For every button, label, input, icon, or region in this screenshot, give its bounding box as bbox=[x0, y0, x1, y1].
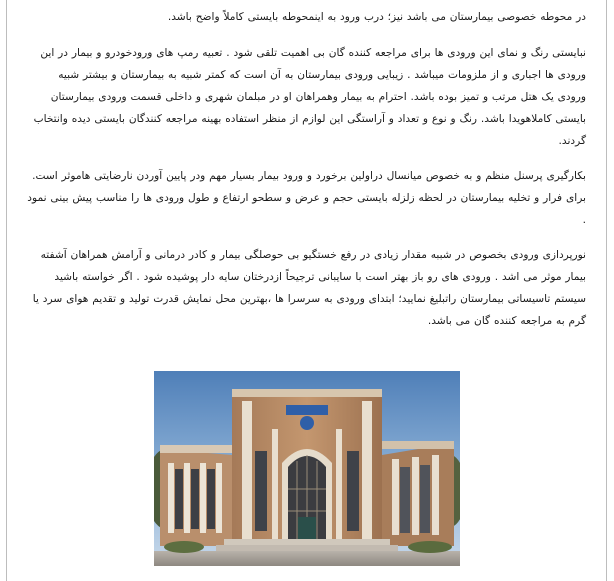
page-border-left bbox=[6, 0, 7, 581]
paragraph-2: نبایستی رنگ و نمای این ورودی ها برای مراجعه کننده گان بی اهمیت تلقی شود . تعبیه رمپ های ورودخودرو و بیمار در این ورودی ها اجباری و از ملزومات میباشد . زیبایی ورودی بیمارستان به آن است که کمتر شبیه به بیمارستان و بیشتر شبیه ورودی یک هتل مرتب و تمیز بوده باشد. احترام به بیمار وهمراهان او در مبلمان شهری و داخلی قسمت ورودی بیمارستان بایستی کاملاهویدا باشد. رنگ و نوع و تعداد و آراستگی این لوازم از منظر استفاده بهینه مراجعه کنندگان بایستی دیده وانتخاب گردند. bbox=[33, 47, 586, 147]
hospital-entrance-photo bbox=[154, 371, 460, 566]
paragraph-3: بکارگیری پرسنل منظم و به خصوص میانسال دراولین برخورد و ورود بیمار بسیار مهم ودر پایین آوردن نارضایتی هاموثر است. برای فرار و تخلیه بیمارستان در لحظه زلزله بایستی حجم و عرض و سطحو ارتفاع و طول ورودی ها را مناسب پیش بینی نمود . bbox=[27, 170, 586, 226]
paragraph-4: نورپردازی ورودی بخصوص در شببه مقدار زیادی در رفع خستگیو بی حوصلگی بیمار و کادر درمانی و آرامش همراهان آشفته بیمار موثر می اشد . ورودی های رو باز بهتر است با سایبانی ترجیحاً ازدرختان سایه دار پوشیده شود . اگر خواسته باشید سیستم تاسیساتی بیمارستان راتبلیغ نمایید؛ ابتدای ورودی به سرسرا ها ،بهترین محل نمایش قدرت تولید و تقدیم هوای سرد یا گرم به مراجعه کننده گان می باشد. bbox=[32, 249, 586, 327]
page-border-right bbox=[606, 0, 607, 581]
article-body bbox=[26, 6, 586, 345]
paragraph-1: در محوطه خصوصی بیمارستان می باشد نیز؛ درب ورود به اینمحوطه بایستی کاملاً واضح باشد. bbox=[167, 11, 586, 23]
hospital-building-photo-icon bbox=[154, 371, 460, 566]
